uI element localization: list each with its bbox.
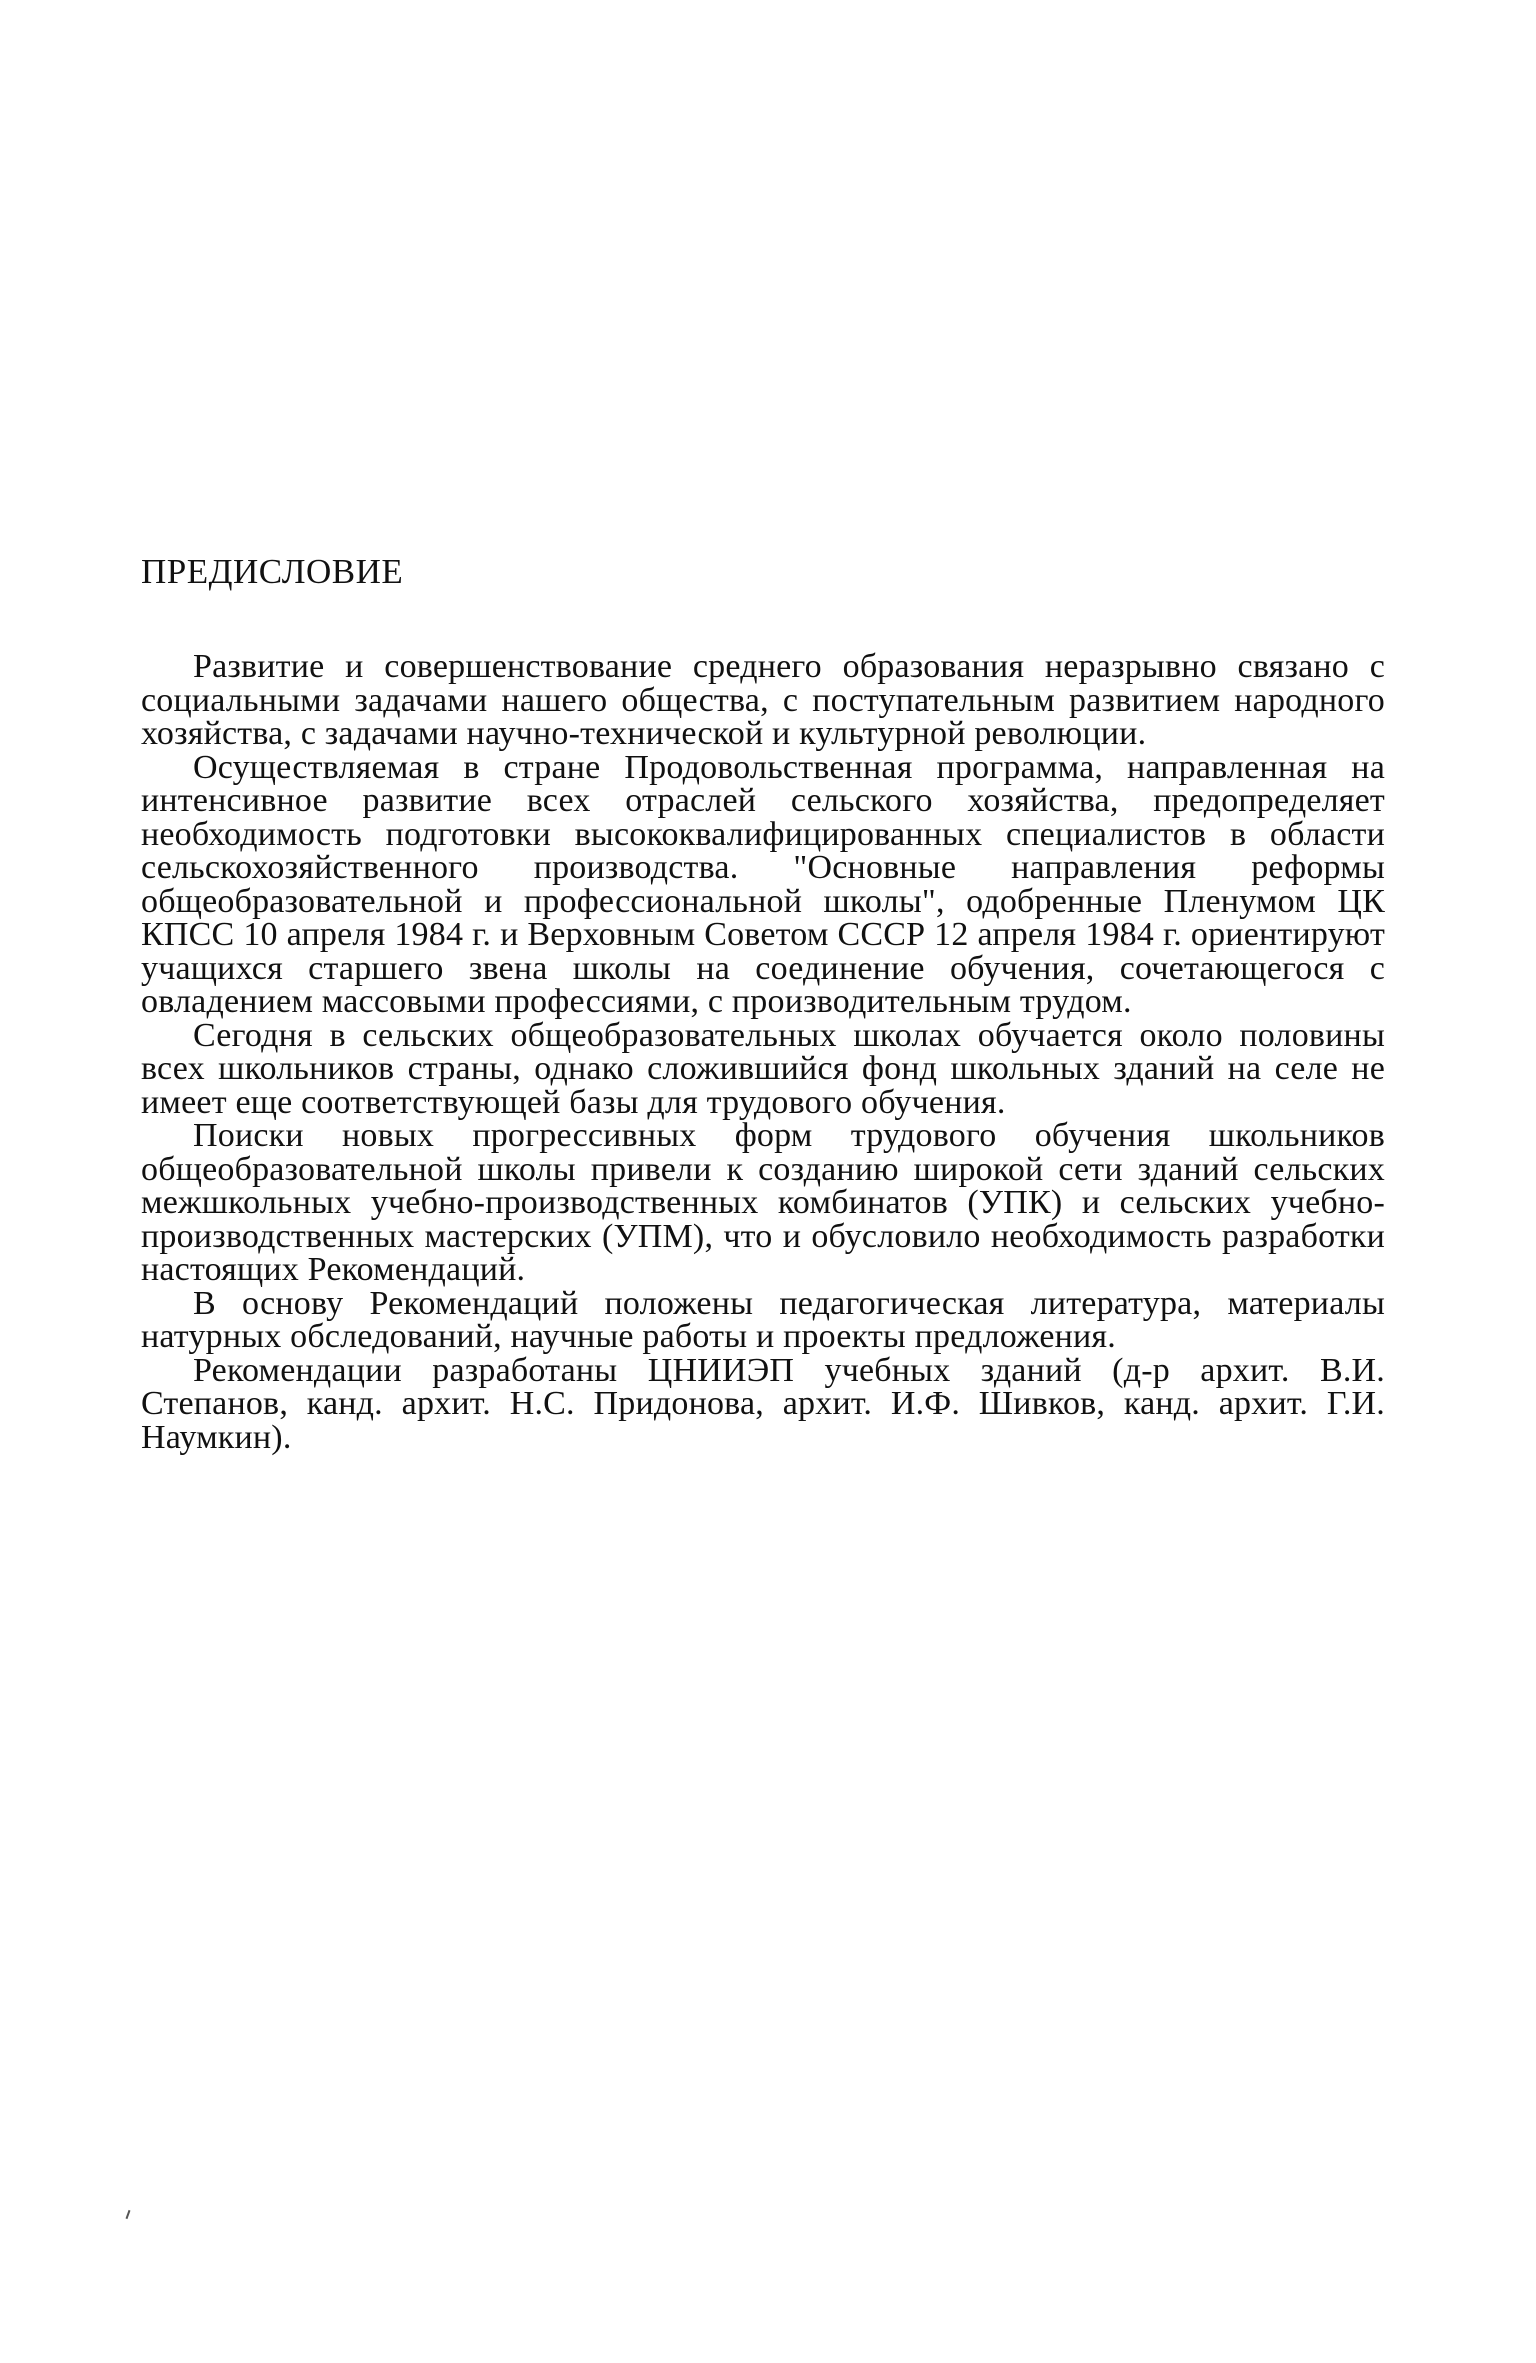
paragraph-5: В основу Рекомендаций положены педагогическая литература, материалы натурных обследований, научные работы и проекты предложения. xyxy=(141,1284,1385,1355)
preface-body xyxy=(141,650,1385,1454)
paragraph-6: Рекомендации разработаны ЦНИИЭП учебных зданий (д-р архит. В.И. Степанов, канд. архит. Н.С. Придонова, архит. И.Ф. Шивков, канд. архит. Г.И. Наумкин). xyxy=(141,1351,1385,1456)
paragraph-1: Развитие и совершенствование среднего образования неразрывно связано с социальными задачами нашего общества, с поступательным развитием народного хозяйства, с задачами научно-технической и культурной революции. xyxy=(141,648,1385,752)
paragraph-4: Поиски новых прогрессивных форм трудового обучения школьников общеобразовательной школы привели к созданию широкой сети зданий сельских межшкольных учебно-производственных комбинатов (УПК) и сельских учебно-производственных мастерских (УПМ), что и обусловило необходимость разработки настоящих Рекомендаций. xyxy=(141,1117,1385,1288)
scan-speck xyxy=(126,2210,131,2219)
page-title: ПРЕДИСЛОВИЕ xyxy=(141,552,404,591)
paragraph-2: Осуществляемая в стране Продовольственная программа, направленная на интенсивное развитие всех отраслей сельского хозяйства, предопределяет необходимость подготовки высококвалифицированных специалистов в области сельскохозяйственного производства. "Основные направления реформы общеобразовательной и профессиональной школы", одобренные Пленумом ЦК КПСС 10 апреля 1984 г. и Верховным Советом СССР 12 апреля 1984 г. ориентируют учащихся старшего звена школы на соединение обучения, сочетающегося с овладением массовыми профессиями, с производительным трудом. xyxy=(141,748,1385,1020)
paragraph-3: Сегодня в сельских общеобразовательных школах обучается около половины всех школьников страны, однако сложившийся фонд школьных зданий на селе не имеет еще соответствующей базы для трудового обучения. xyxy=(141,1016,1385,1121)
